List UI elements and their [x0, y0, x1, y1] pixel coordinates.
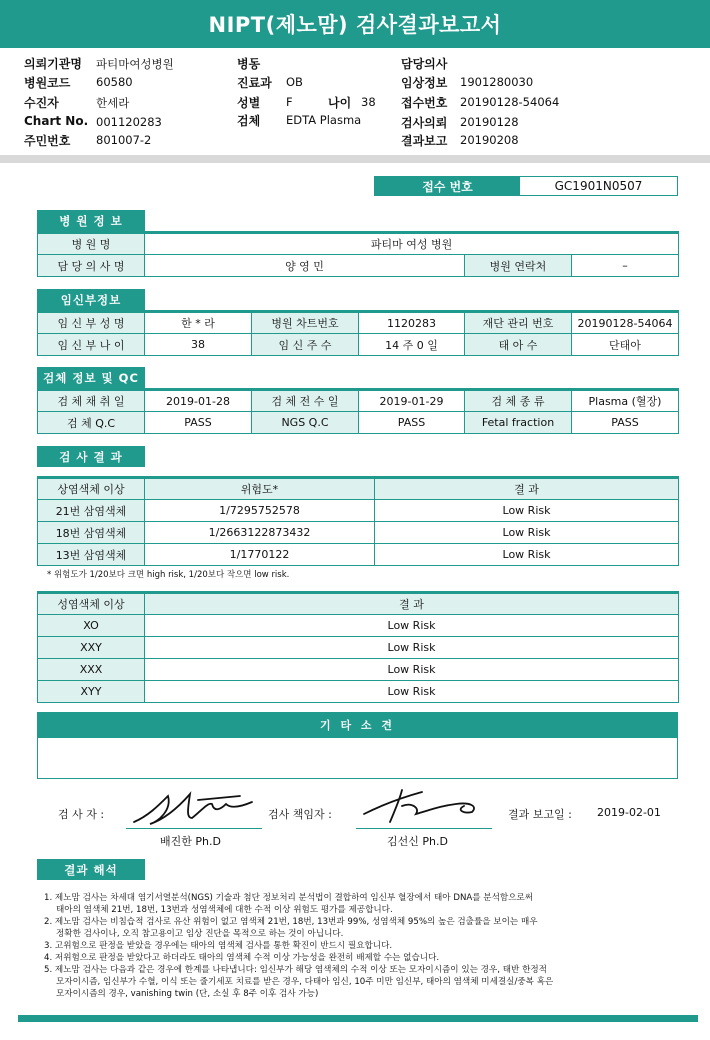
sex-value: F [286, 95, 293, 109]
chart-label: Chart No. [24, 114, 89, 128]
hospital-label: 의뢰기관명 [24, 57, 82, 71]
specimen-type-value: Plasma (혈장) [572, 390, 679, 412]
list-item: 5. 제노맘 검사는 다음과 같은 경우에 한계를 나타냅니다: 임신부가 해당 염색체의 수적 이상 또는 모자이시즘이 있는 경우, 태반 한정적 [44, 965, 547, 975]
supervisor-name: 김선신 Ph.D [387, 835, 448, 848]
patient-name-value: 한 * 라 [145, 312, 252, 334]
sex-result: Low Risk [145, 659, 679, 681]
patient-weeks-value: 14 주 0 일 [359, 334, 465, 356]
table-row [38, 334, 679, 356]
request-value: 20190128 [460, 115, 519, 129]
ward-label: 병동 [237, 57, 261, 71]
autosome-col-result: 결 과 [375, 478, 679, 500]
list-item: 1. 제노맘 검사는 차세대 염기서열분석(NGS) 기술과 첨단 정보처리 분석법이 결합하여 임신부 혈장에서 태아 DNA를 분석함으로써 [44, 893, 534, 903]
table-row [38, 522, 679, 544]
specimen-qc-value: PASS [145, 412, 252, 434]
list-item: 2. 제노맘 검사는 비침습적 검사로 유산 위험이 없고 염색체 21번, 18번, 13번과 99%, 성염색체 95%의 높은 검출률을 보이는 매우 [44, 917, 538, 927]
hospital-value: 파티마여성병원 [96, 57, 174, 71]
rrn-value: 801007-2 [96, 133, 152, 147]
autosome-risk: 1/7295752578 [145, 500, 375, 522]
hospital-contact-value: – [572, 255, 679, 277]
patient-chart-label: 병원 차트번호 [252, 312, 359, 334]
tester-signature [128, 788, 258, 830]
hospital-contact-label: 병원 연락처 [465, 255, 572, 277]
patient-name-label: 임 신 부 성 명 [38, 312, 145, 334]
list-item: 태아의 염색체 21번, 18번, 13번과 성염색체에 대한 수적 이상 위험도 평가를 제공합니다. [56, 905, 393, 915]
tester-signature-line [126, 828, 262, 829]
list-item: 정확한 검사이나, 오직 참고용이고 임상 진단을 목적으로 하는 것이 아닙니다. [56, 929, 344, 939]
patient-foundation-value: 20190128-54064 [572, 312, 679, 334]
specimen-section-title: 검체 정보 및 QC [37, 367, 145, 388]
report-title-bar [0, 0, 710, 48]
table-row [38, 390, 679, 412]
doctor-label: 담당의사 [401, 57, 448, 71]
receipt-box [374, 176, 678, 196]
autosome-col-abn: 상염색체 이상 [38, 478, 145, 500]
patient-chart-value: 1120283 [359, 312, 465, 334]
autosome-risk: 1/1770122 [145, 544, 375, 566]
report-label: 결과보고 [401, 134, 448, 148]
sex-col-abn: 성염색체 이상 [38, 593, 145, 615]
sex-name: XYY [38, 681, 145, 703]
specimen-table [37, 388, 679, 434]
autosome-result: Low Risk [375, 522, 679, 544]
chart-value: 001120283 [96, 115, 162, 129]
list-item: 3. 고위험으로 판정을 받았을 경우에는 태아의 염색체 검사를 통한 확진이 반드시 필요합니다. [44, 941, 393, 951]
table-row [38, 255, 679, 277]
clinical-value: 1901280030 [460, 75, 534, 89]
specimen-transfer-value: 2019-01-29 [359, 390, 465, 412]
table-row [38, 412, 679, 434]
sex-result: Low Risk [145, 615, 679, 637]
table-row [38, 312, 679, 334]
supervisor-label: 검사 책임자 : [268, 808, 332, 821]
specimen-label: 검체 [237, 114, 261, 128]
table-row [38, 500, 679, 522]
autosome-name: 18번 삼염색체 [38, 522, 145, 544]
sex-col-result: 결 과 [145, 593, 679, 615]
autosome-col-risk: 위험도* [145, 478, 375, 500]
hospital-name-value: 파티마 여성 병원 [145, 233, 679, 255]
collector-label: 수진자 [24, 96, 59, 110]
patient-weeks-label: 임 신 주 수 [252, 334, 359, 356]
receipt-box-value: GC1901N0507 [554, 179, 643, 193]
tester-label: 검 사 자 : [58, 808, 105, 821]
age-value: 38 [361, 95, 376, 109]
patient-foundation-label: 재단 관리 번호 [465, 312, 572, 334]
specimen-type-label: 검 체 종 류 [465, 390, 572, 412]
sex-chromosome-table [37, 591, 679, 703]
patient-age-value: 38 [145, 334, 252, 356]
hospital-name-label: 병 원 명 [38, 233, 145, 255]
code-value: 60580 [96, 75, 133, 89]
autosome-name: 21번 삼염색체 [38, 500, 145, 522]
list-item: 모자이시즘, 임신부가 수혈, 이식 또는 줄기세포 치료를 받은 경우, 다태아 임신, 10주 미만 임신부, 태아의 염색체 미세결실/중복 혹은 [56, 977, 554, 987]
supervisor-signature-line [356, 828, 492, 829]
specimen-qc-label: 검 체 Q.C [38, 412, 145, 434]
specimen-fetal-label: Fetal fraction [465, 412, 572, 434]
receipt-label: 접수번호 [401, 96, 448, 110]
interpretation-title: 결과 해석 [37, 859, 145, 880]
list-item: 모자이시즘의 경우, vanishing twin (단, 소실 후 8주 이후 검사 가능) [56, 989, 319, 999]
header-info [0, 48, 710, 163]
table-row [38, 659, 679, 681]
age-label: 나이 [328, 96, 352, 110]
specimen-collect-value: 2019-01-28 [145, 390, 252, 412]
code-label: 병원코드 [24, 76, 71, 90]
risk-note: * 위험도가 1/20보다 크면 high risk, 1/20보다 작으면 low risk. [47, 570, 290, 580]
patient-age-label: 임 신 부 나 이 [38, 334, 145, 356]
hospital-section-title: 병 원 정 보 [37, 210, 145, 231]
footer-bar [18, 1015, 698, 1022]
autosome-risk: 1/2663122873432 [145, 522, 375, 544]
report-date-value: 2019-02-01 [597, 806, 661, 819]
hospital-table [37, 231, 679, 277]
etc-body [37, 737, 678, 779]
patient-table [37, 310, 679, 356]
report-value: 20190208 [460, 133, 519, 147]
hospital-doctor-label: 담 당 의 사 명 [38, 255, 145, 277]
receipt-box-label: 접수 번호 [375, 177, 520, 195]
sex-name: XXY [38, 637, 145, 659]
table-row [38, 233, 679, 255]
table-row [38, 681, 679, 703]
interpretation-list [44, 892, 664, 1000]
rrn-label: 주민번호 [24, 134, 71, 148]
table-header-row [38, 478, 679, 500]
autosome-table [37, 476, 679, 566]
list-item: 4. 저위험으로 판정을 받았다고 하더라도 태아의 염색체 수적 이상 가능성을 완전히 배제할 수는 없습니다. [44, 953, 440, 963]
sex-label: 성별 [237, 96, 261, 110]
specimen-collect-label: 검 체 채 취 일 [38, 390, 145, 412]
specimen-value: EDTA Plasma [286, 113, 362, 127]
specimen-ngs-value: PASS [359, 412, 465, 434]
hospital-doctor-value: 양 영 민 [145, 255, 465, 277]
sex-name: XXX [38, 659, 145, 681]
dept-value: OB [286, 75, 303, 89]
result-section-title: 검 사 결 과 [37, 446, 145, 467]
autosome-result: Low Risk [375, 500, 679, 522]
patient-fetus-label: 태 아 수 [465, 334, 572, 356]
autosome-name: 13번 삼염색체 [38, 544, 145, 566]
table-row [38, 544, 679, 566]
tester-name: 배진한 Ph.D [160, 835, 221, 848]
patient-section-title: 임신부정보 [37, 289, 145, 310]
report-date-label: 결과 보고일 : [508, 808, 572, 821]
sex-result: Low Risk [145, 637, 679, 659]
clinical-label: 임상정보 [401, 76, 448, 90]
table-row [38, 615, 679, 637]
report-title: NIPT(제노맘) 검사결과보고서 [208, 13, 502, 37]
autosome-result: Low Risk [375, 544, 679, 566]
collector-value: 한세라 [96, 96, 130, 110]
patient-fetus-value: 단태아 [572, 334, 679, 356]
request-label: 검사의뢰 [401, 116, 448, 130]
sex-name: XO [38, 615, 145, 637]
specimen-transfer-label: 검 체 전 수 일 [252, 390, 359, 412]
sex-result: Low Risk [145, 681, 679, 703]
dept-label: 진료과 [237, 76, 272, 90]
specimen-fetal-value: PASS [572, 412, 679, 434]
receipt-value: 20190128-54064 [460, 95, 560, 109]
supervisor-signature [360, 784, 490, 830]
specimen-ngs-label: NGS Q.C [252, 412, 359, 434]
table-row [38, 637, 679, 659]
etc-title: 기 타 소 견 [37, 712, 678, 737]
table-header-row [38, 593, 679, 615]
